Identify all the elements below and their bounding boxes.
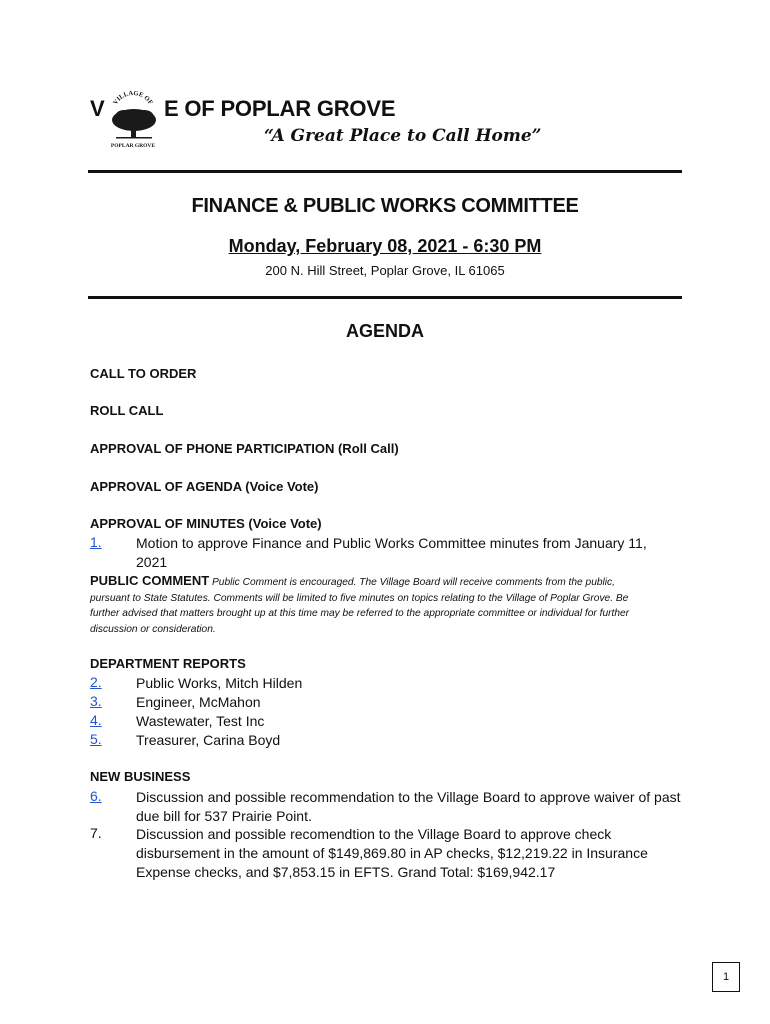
village-name-initial: V (90, 96, 105, 121)
agenda-item-link-5[interactable]: 5. (90, 731, 102, 747)
committee-title: FINANCE & PUBLIC WORKS COMMITTEE (191, 195, 579, 217)
agenda-item-number-7: 7. (90, 825, 102, 841)
agenda-item-3-text: Engineer, McMahon (136, 694, 261, 710)
agenda-item-4-text: Wastewater, Test Inc (136, 713, 265, 729)
village-logo (104, 90, 162, 150)
agenda-item-6-text: Discussion and possible recommendation to the Village Board to approve waiver of past due bill for 537 Prairie Point. (136, 789, 681, 824)
approval-of-minutes: APPROVAL OF MINUTES (Voice Vote) (90, 516, 322, 531)
slogan: “A Great Place to Call Home” (264, 126, 542, 146)
meeting-date: Monday, February 08, 2021 - 6:30 PM (228, 236, 542, 256)
agenda-item-1-text: Motion to approve Finance and Public Works Committee minutes from January 11, 2021 (136, 535, 647, 570)
public-comment-text: Public Comment is encouraged. The Village Board will receive comments from the public, pursuant to State Statutes. Comments will be limited to five minutes on topics relating to the Village of Poplar Grove. Be further advised that matters brought up at this time may be referred to the appropriate committee or individual for further discussion or consideration. (90, 577, 630, 635)
new-business: NEW BUSINESS (90, 769, 191, 784)
logo-bottom-text: POPLAR GROVE (110, 143, 156, 149)
agenda-item-link-1[interactable]: 1. (90, 534, 102, 550)
agenda-item-5-text: Treasurer, Carina Boyd (136, 732, 281, 748)
page-number: 1 (712, 962, 740, 992)
village-name: E OF POPLAR GROVE (164, 96, 396, 121)
agenda-item-7-text: Discussion and possible recomendtion to the Village Board to approve check disbursement in the amount of $149,869.80 in AP checks, $12,219.22 in Insurance Expense checks, and $7,853.15 in EFTS. Grand Total: $169,942.17 (136, 826, 648, 880)
svg-text:VILLAGE OF (112, 90, 154, 106)
agenda-item-link-3[interactable]: 3. (90, 693, 102, 709)
department-reports: DEPARTMENT REPORTS (90, 656, 246, 671)
title-divider (88, 296, 682, 299)
header-divider (88, 170, 682, 173)
agenda-item-2-text: Public Works, Mitch Hilden (136, 675, 303, 691)
phone-participation: APPROVAL OF PHONE PARTICIPATION (Roll Call) (90, 441, 399, 456)
agenda-item-link-4[interactable]: 4. (90, 712, 102, 728)
public-comment-block (90, 573, 650, 637)
public-comment-label: PUBLIC COMMENT (90, 573, 210, 588)
agenda-item-link-6[interactable]: 6. (90, 788, 102, 804)
roll-call: ROLL CALL (90, 403, 164, 418)
call-to-order: CALL TO ORDER (90, 366, 197, 381)
approval-of-agenda: APPROVAL OF AGENDA (Voice Vote) (90, 479, 319, 494)
logo-top-text: VILLAGE OF (112, 90, 154, 107)
agenda-item-link-2[interactable]: 2. (90, 674, 102, 690)
meeting-address: 200 N. Hill Street, Poplar Grove, IL 61065 (265, 263, 505, 278)
agenda-heading: AGENDA (345, 321, 424, 341)
